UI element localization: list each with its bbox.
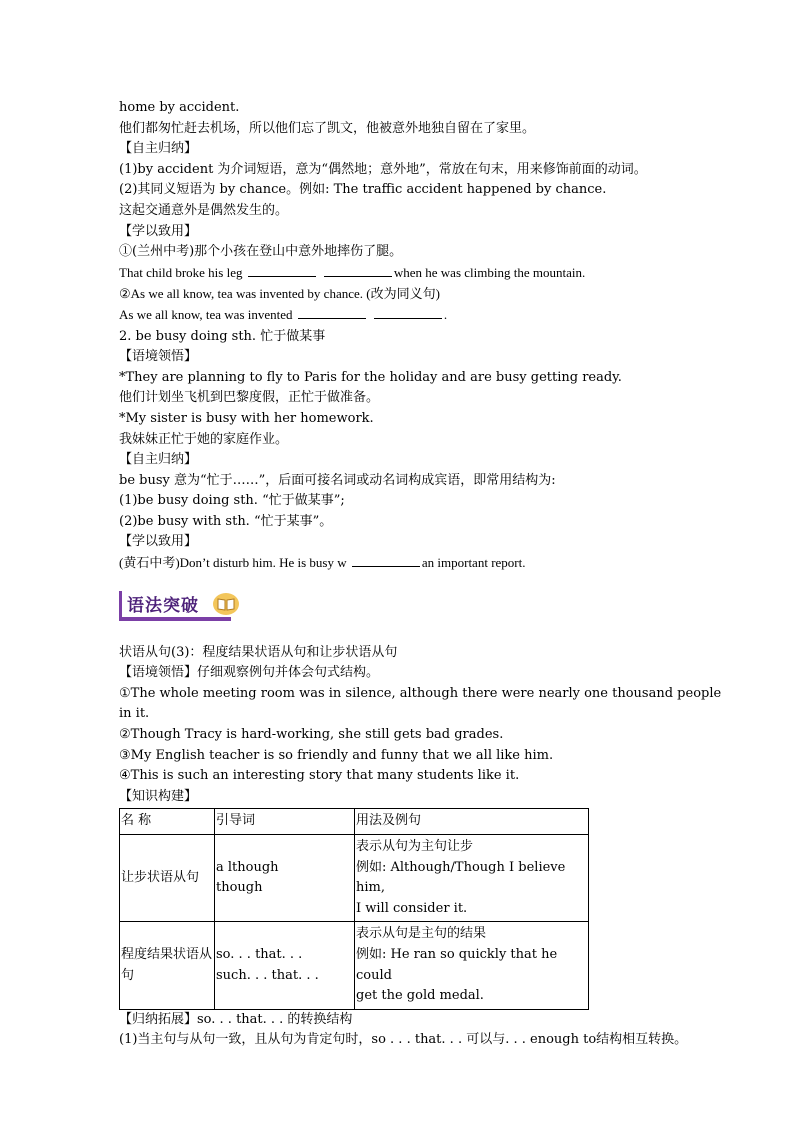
header-cell: 引导词 bbox=[215, 809, 355, 835]
banner-title: 语法突破 bbox=[127, 595, 199, 616]
text-line: 【学以致用】 bbox=[119, 534, 198, 550]
text-line: 他们计划坐飞机到巴黎度假，正忙于做准备。 bbox=[119, 390, 380, 406]
answer-blank[interactable] bbox=[374, 306, 442, 319]
text-line: *My sister is busy with her homework. bbox=[119, 410, 374, 426]
usage bbox=[355, 922, 589, 1009]
text-line: ②Though Tracy is hard-working, she still gets bad grades. bbox=[119, 727, 504, 743]
exercise-3 bbox=[119, 305, 719, 327]
conjunction: such. . . that. . . bbox=[216, 967, 319, 983]
answer-blank[interactable] bbox=[352, 554, 420, 567]
grammar-banner bbox=[109, 585, 719, 627]
table-row bbox=[120, 922, 589, 1009]
usage-line: 表示从句是主句的结果 bbox=[356, 926, 487, 942]
exercise-4 bbox=[119, 553, 719, 575]
conjunction: though bbox=[216, 880, 263, 896]
usage-line: 表示从句为主句让步 bbox=[356, 839, 474, 854]
usage-line: I will consider it. bbox=[356, 900, 468, 916]
text-line: (1)be busy doing sth. “忙于做某事”; bbox=[119, 493, 345, 509]
text-line: 【语境领悟】仔细观察例句并体会句式结构。 bbox=[119, 665, 380, 681]
text-line: 我妹妹正忙于她的家庭作业。 bbox=[119, 431, 289, 447]
exercise-4-text-end: an important report. bbox=[421, 555, 526, 571]
exercise-1 bbox=[119, 263, 719, 285]
conjunctions bbox=[215, 922, 355, 1009]
usage bbox=[355, 835, 589, 922]
text-line: in it. bbox=[119, 706, 150, 722]
text-line: 【自主归纳】 bbox=[119, 452, 198, 468]
text-line: *They are planning to fly to Paris for the holiday and are busy getting ready. bbox=[119, 369, 622, 385]
text-line: 【归纳拓展】so. . . that. . . 的转换结构 bbox=[119, 1011, 353, 1027]
exercise-3-text: As we all know, tea was invented bbox=[119, 306, 296, 322]
text-line: be busy 意为“忙于……”，后面可接名词或动名词构成宾语，即常用结构为: bbox=[119, 472, 556, 488]
text-line: ③My English teacher is so friendly and funny that we all like him. bbox=[119, 747, 554, 763]
header-cell: 用法及例句 bbox=[355, 809, 589, 835]
text-line: 状语从句(3)：程度结果状语从句和让步状语从句 bbox=[119, 644, 398, 660]
section-expansion bbox=[119, 1010, 719, 1051]
exercise-3-text-end: . bbox=[443, 306, 448, 322]
text-line: (1)当主句与从句一致，且从句为肯定句时，so . . . that. . . 可以与. . . enough to结构相互转换。 bbox=[119, 1032, 688, 1048]
knowledge-table bbox=[119, 808, 589, 1009]
table-row bbox=[120, 835, 589, 922]
usage-line: get the gold medal. bbox=[356, 988, 484, 1004]
conjunction: a lthough bbox=[216, 859, 279, 875]
table-header-row bbox=[120, 809, 589, 835]
usage-line: 例如: Although/Though I believe him, bbox=[356, 859, 566, 896]
usage-line: 例如: He ran so quickly that he could bbox=[356, 946, 558, 983]
text-line: (2)be busy with sth. “忙于某事”。 bbox=[119, 513, 333, 529]
answer-blank[interactable] bbox=[298, 306, 366, 319]
text-line: 2. be busy doing sth. 忙于做某事 bbox=[119, 328, 326, 344]
text-line: 【自主归纳】 bbox=[119, 141, 198, 157]
book-icon bbox=[213, 593, 239, 615]
text-line: ④This is such an interesting story that many students like it. bbox=[119, 768, 520, 784]
text-line: home by accident. bbox=[119, 100, 240, 115]
answer-blank[interactable] bbox=[324, 264, 392, 277]
text-line: ①(兰州中考)那个小孩在登山中意外地摔伤了腿。 bbox=[119, 244, 403, 260]
text-line: 【学以致用】 bbox=[119, 223, 198, 239]
text-line: 他们都匆忙赶去机场，所以他们忘了凯文，他被意外地独自留在了家里。 bbox=[119, 120, 536, 136]
clause-name: 程度结果状语从句 bbox=[120, 922, 215, 1009]
exercise-2: ②As we all know, tea was invented by chance. (改为同义句) bbox=[119, 286, 440, 302]
document-page bbox=[119, 98, 722, 1051]
text-line: 【知识构建】 bbox=[119, 788, 198, 804]
text-line: 这起交通意外是偶然发生的。 bbox=[119, 202, 289, 218]
exercise-1-text-end: when he was climbing the mountain. bbox=[393, 264, 586, 280]
section-grammar bbox=[119, 643, 722, 808]
text-line: (2)其同义短语为 by chance。例如: The traffic accident happened by chance. bbox=[119, 182, 607, 198]
header-cell: 名 称 bbox=[120, 809, 215, 835]
conjunction: so. . . that. . . bbox=[216, 946, 303, 962]
text-line: (1)by accident 为介词短语，意为“偶然地；意外地”，常放在句末，用来修饰前面的动词。 bbox=[119, 161, 647, 177]
exercise-1-text: That child broke his leg bbox=[119, 264, 246, 280]
section-by-accident bbox=[119, 98, 719, 263]
text-line: 【语境领悟】 bbox=[119, 349, 198, 365]
conjunctions bbox=[215, 835, 355, 922]
section-be-busy bbox=[119, 327, 719, 554]
clause-name: 让步状语从句 bbox=[120, 835, 215, 922]
text-line: ①The whole meeting room was in silence, although there were nearly one thousand people bbox=[119, 685, 722, 701]
exercise-4-text: (黄石中考)Don’t disturb him. He is busy w bbox=[119, 555, 350, 571]
answer-blank[interactable] bbox=[248, 264, 316, 277]
